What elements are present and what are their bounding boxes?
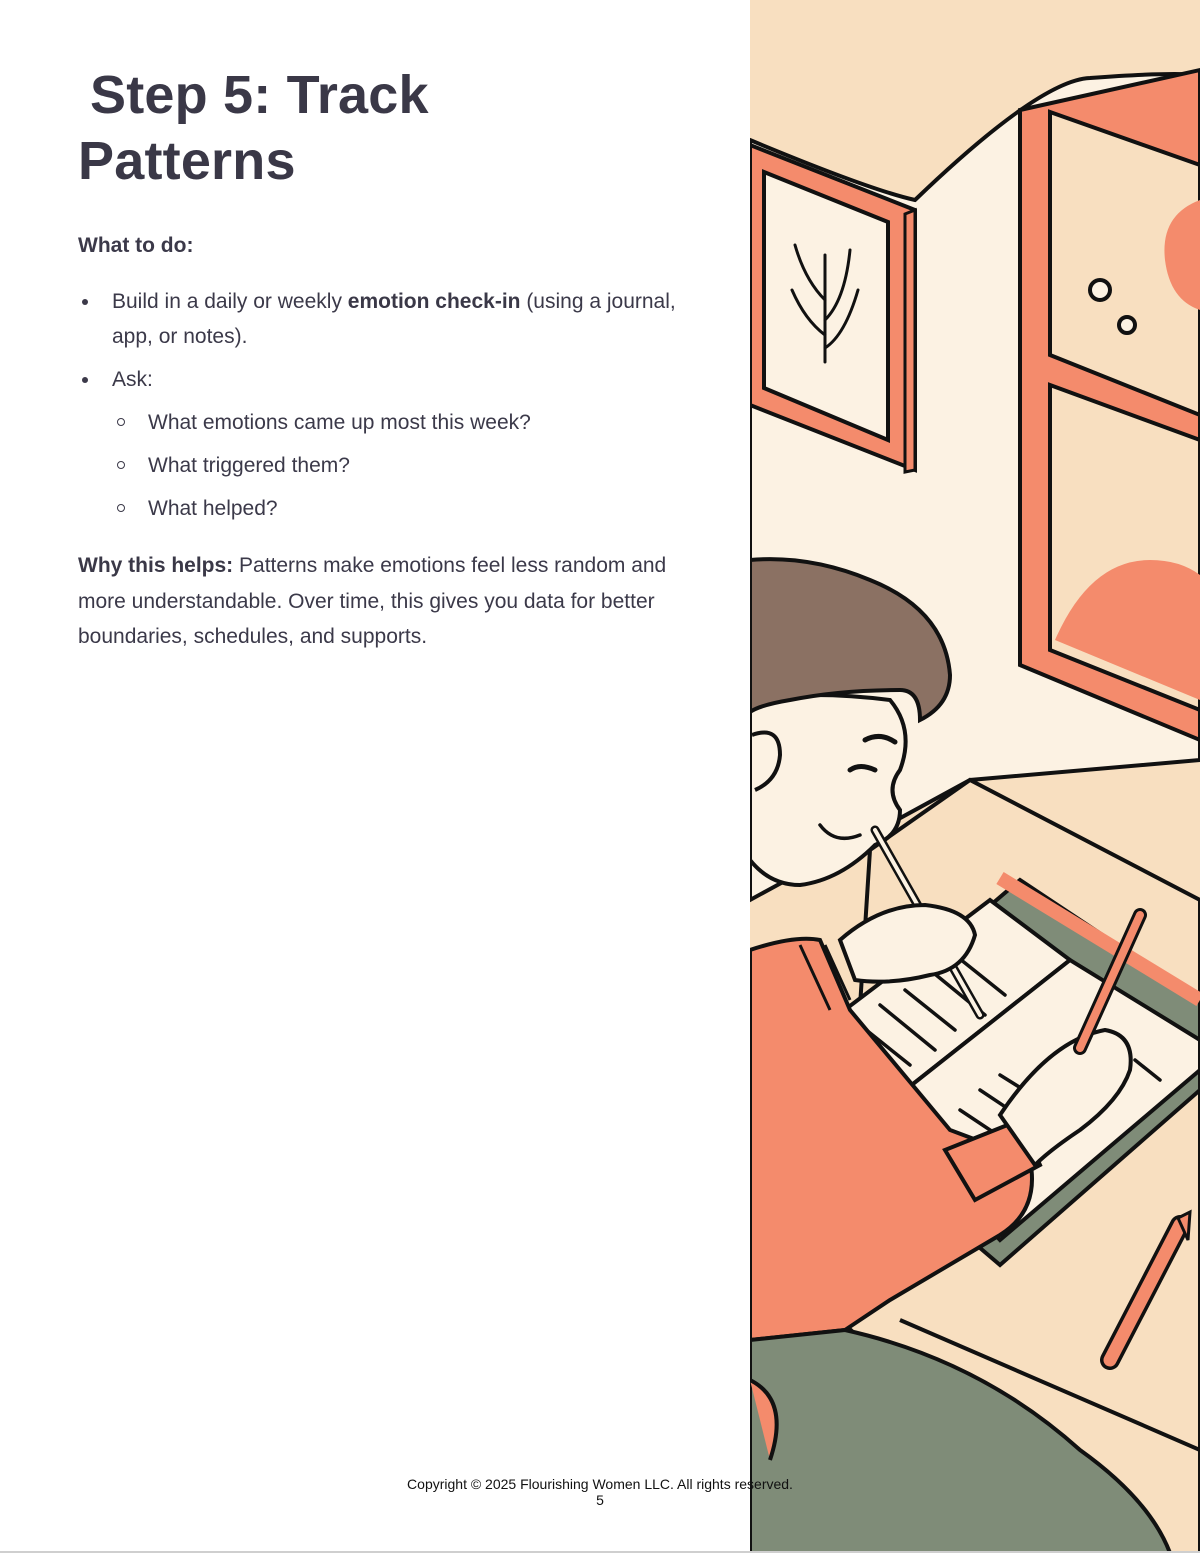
why-paragraph bbox=[78, 548, 678, 655]
page-title bbox=[78, 62, 698, 194]
what-to-do-list bbox=[78, 284, 698, 526]
why-text: Patterns make emotions feel less random and more understandable. Over time, this gives you data for better boundaries, schedules, and supports. bbox=[78, 554, 667, 648]
bullet-text: Ask: bbox=[112, 368, 153, 391]
bullet-emphasis: emotion check-in bbox=[347, 290, 521, 313]
window bbox=[1020, 70, 1200, 740]
what-to-do-label: What to do: bbox=[78, 234, 194, 257]
page-footer bbox=[0, 1476, 1200, 1508]
questions-list bbox=[112, 405, 698, 526]
list-item bbox=[78, 362, 698, 526]
question-item: What triggered them? bbox=[112, 448, 698, 483]
page-title-line-1: Step 5: Track bbox=[90, 65, 429, 125]
content-column bbox=[78, 62, 698, 655]
question-item: What emotions came up most this week? bbox=[112, 405, 698, 440]
page-number: 5 bbox=[596, 1492, 604, 1508]
bullet-text: (using a journal, app, or notes). bbox=[112, 290, 676, 348]
why-label: Why this helps: bbox=[78, 554, 234, 577]
journaling-illustration bbox=[750, 0, 1200, 1553]
page-title-line-2: Patterns bbox=[78, 131, 296, 191]
question-item: What helped? bbox=[112, 491, 698, 526]
list-item bbox=[78, 284, 698, 354]
bullet-text: Build in a daily or weekly bbox=[112, 290, 348, 313]
copyright-text: Copyright © 2025 Flourishing Women LLC. All rights reserved. bbox=[407, 1476, 793, 1492]
